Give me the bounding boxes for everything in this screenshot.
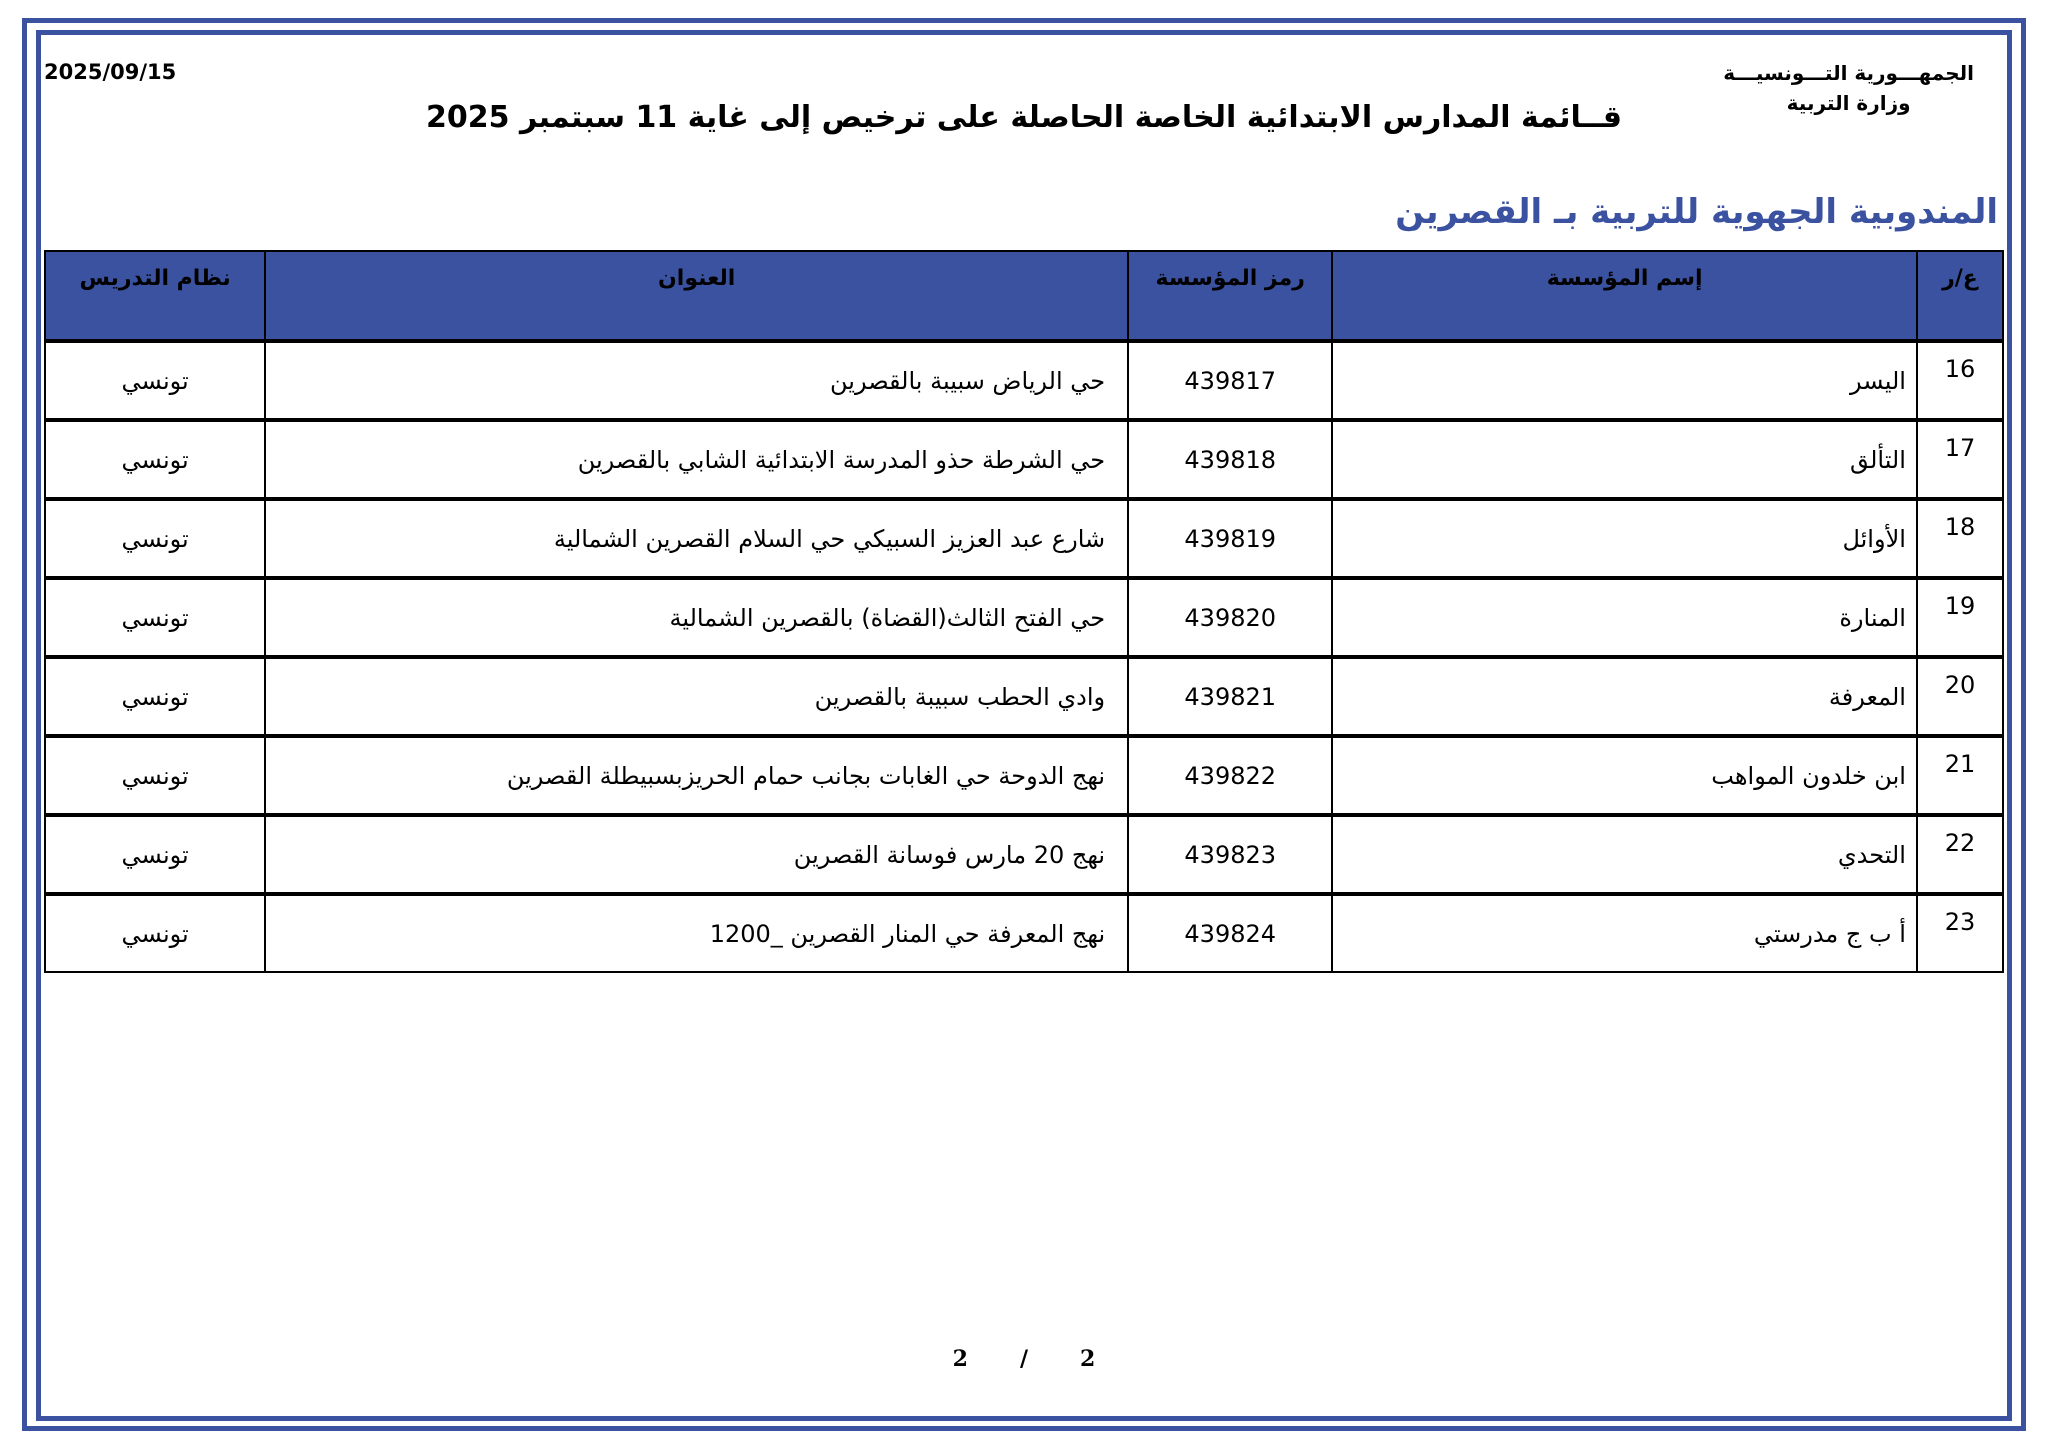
page-number	[0, 1346, 2048, 1372]
page-total: 2	[952, 1346, 968, 1372]
column-header-address: العنوان	[265, 251, 1128, 341]
cell-num: 19	[1917, 578, 2003, 657]
document-date: 2025/09/15	[44, 60, 177, 84]
cell-system: تونسي	[45, 815, 265, 894]
cell-address: حي الفتح الثالث(القضاة) بالقصرين الشمالية	[265, 578, 1128, 657]
cell-system: تونسي	[45, 736, 265, 815]
region-heading: المندوبية الجهوية للتربية بـ القصرين	[1395, 192, 1998, 232]
cell-num: 20	[1917, 657, 2003, 736]
cell-system: تونسي	[45, 341, 265, 420]
table-row	[45, 657, 2003, 736]
cell-address: نهج المعرفة حي المنار القصرين _1200	[265, 894, 1128, 972]
cell-address: نهج الدوحة حي الغابات بجانب حمام الحريزبسبيطلة القصرين	[265, 736, 1128, 815]
cell-num: 23	[1917, 894, 2003, 972]
cell-school-code: 439819	[1128, 499, 1332, 578]
cell-num: 18	[1917, 499, 2003, 578]
cell-num: 21	[1917, 736, 2003, 815]
ministry-name: وزارة التربية	[1786, 91, 1911, 115]
cell-school-code: 439821	[1128, 657, 1332, 736]
cell-school-code: 439817	[1128, 341, 1332, 420]
cell-address: حي الرياض سبيبة بالقصرين	[265, 341, 1128, 420]
cell-school-name: التحدي	[1332, 815, 1917, 894]
table-row	[45, 420, 2003, 499]
table-row	[45, 736, 2003, 815]
cell-school-name: الأوائل	[1332, 499, 1917, 578]
cell-school-name: اليسر	[1332, 341, 1917, 420]
cell-school-name: المعرفة	[1332, 657, 1917, 736]
cell-school-code: 439823	[1128, 815, 1332, 894]
cell-address: نهج 20 مارس فوسانة القصرين	[265, 815, 1128, 894]
cell-address: شارع عبد العزيز السبيكي حي السلام القصرين الشمالية	[265, 499, 1128, 578]
cell-school-name: أ ب ج مدرستي	[1332, 894, 1917, 972]
cell-system: تونسي	[45, 578, 265, 657]
table-row	[45, 499, 2003, 578]
cell-school-code: 439820	[1128, 578, 1332, 657]
document-title	[0, 100, 2048, 135]
country-name: الجمهـــورية التـــونسيـــة	[1723, 61, 1974, 85]
cell-school-code: 439822	[1128, 736, 1332, 815]
cell-school-name: المنارة	[1332, 578, 1917, 657]
table-row	[45, 578, 2003, 657]
page-current: 2	[1080, 1346, 1096, 1372]
cell-system: تونسي	[45, 499, 265, 578]
table-header-row	[45, 251, 2003, 341]
cell-school-name: ابن خلدون المواهب	[1332, 736, 1917, 815]
cell-system: تونسي	[45, 657, 265, 736]
cell-address: وادي الحطب سبيبة بالقصرين	[265, 657, 1128, 736]
cell-school-code: 439824	[1128, 894, 1332, 972]
cell-system: تونسي	[45, 894, 265, 972]
cell-address: حي الشرطة حذو المدرسة الابتدائية الشابي بالقصرين	[265, 420, 1128, 499]
cell-school-code: 439818	[1128, 420, 1332, 499]
column-header-code: رمز المؤسسة	[1128, 251, 1332, 341]
column-header-system: نظام التدريس	[45, 251, 265, 341]
table-row	[45, 894, 2003, 972]
column-header-name: إسم المؤسسة	[1332, 251, 1917, 341]
cell-school-name: التألق	[1332, 420, 1917, 499]
table-row	[45, 815, 2003, 894]
table-row	[45, 341, 2003, 420]
cell-system: تونسي	[45, 420, 265, 499]
schools-table	[44, 250, 2004, 973]
cell-num: 22	[1917, 815, 2003, 894]
document-title-text: قــائمة المدارس الابتدائية الخاصة الحاصلة على ترخيص إلى غاية 11 سبتمبر 2025	[426, 100, 1622, 135]
cell-num: 16	[1917, 341, 2003, 420]
column-header-num: ع/ر	[1917, 251, 2003, 341]
page-separator: /	[1019, 1346, 1029, 1372]
cell-num: 17	[1917, 420, 2003, 499]
